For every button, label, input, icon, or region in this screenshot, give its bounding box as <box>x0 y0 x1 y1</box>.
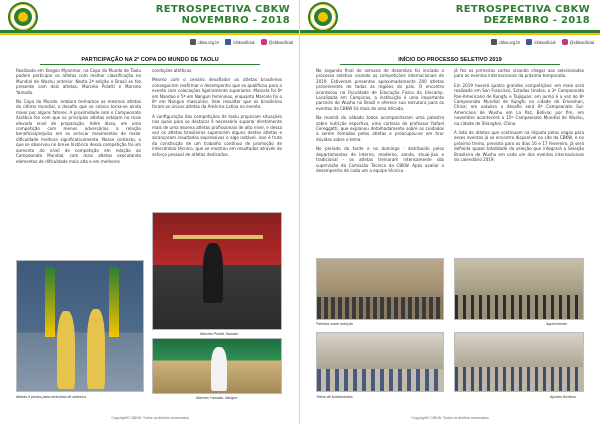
photo-nutrition-lecture <box>316 258 444 320</box>
photo-caption: Treino de fundamentos <box>316 395 353 399</box>
paragraph: Mesmo com o cenário desafiador os atletas brasileiros conseguiram reafirmar o desempenho que os qualificou para o evento com colocações ligeiramente superiores. Marcela foi 6ª em Nandao e 5ª em Nangun femininos, enquanto Marcelo foi o 8º em Nangun masculino. Vale ressaltar que os brasileiros foram os únicos atletas da América Latina no evento. <box>152 77 282 110</box>
paragraph: condições atléticas. <box>152 68 193 73</box>
article-column-1 <box>16 68 141 168</box>
photo-caption: Atletas e postes para cerimônia de abertura <box>16 395 86 399</box>
instagram-icon <box>261 39 267 45</box>
photo-marcelo-nangun <box>152 338 282 394</box>
footer-copyright: Copyright© CBKW. Todos os direitos reservados <box>111 416 189 420</box>
article-column-1 <box>316 68 444 177</box>
header-title: RETROSPECTIVA CBKW <box>455 4 590 15</box>
photo-caption: Marcelo Yamada, Nangun <box>196 396 238 400</box>
cbkw-logo <box>8 2 38 32</box>
footer-copyright: Copyright© CBKW. Todos os direitos reservados <box>411 416 489 420</box>
facebook-icon <box>526 39 532 45</box>
facebook-link[interactable]: /cbkwoficial <box>225 39 254 45</box>
page-december <box>300 0 600 424</box>
photo-caption: Aquecimento <box>546 322 567 326</box>
paragraph: No período da tarde e no domingo - distribuído pelos departamentos de interno, moderno, sanda, shuai-jiao e tradicional - os atletas treinaram intensamente sob supervisão da Comissão Técnica da CBKW. Após avaliar o desempenho de cada um a equipe técnica <box>316 146 444 173</box>
photo-athletes-ceremony <box>16 260 144 392</box>
paragraph: já fez os primeiros cortes visando chegar aos selecionados para os eventos internacionais da próxima temporada. <box>454 68 584 79</box>
paragraph: No segundo final de semana de dezembro foi iniciado o processo seletivo visando as competições internacionais de 2019. Estiveram presentes aproximadamente 200 atletas provenientes de todas as regiões do país. O encontro aconteceu na Faculdade de Educação Física da Unicamp. Localizada em Campinas, a instituição é uma importante parceira do Wushu no Brasil e oferece sua estrutura para os eventos da CBKW há mais de uma década. <box>316 68 444 111</box>
header-stripe-yellow <box>300 33 600 35</box>
photo-marcela-nandao <box>152 212 282 330</box>
photo-caption: Ajustes técnicos <box>550 395 576 399</box>
paragraph: Realizada em Yangon Myanmar, na Copa do Mundo de Taolu podem participar os atletas com melhor classificação no Mundial de Wushu anterior. Nesta 2ª edição o Brasil se fez presente com dois atletas, Marcela Polatti e Marcelo Yamada. <box>16 68 141 95</box>
social-links <box>190 37 293 47</box>
facebook-link[interactable]: /cbkwoficial <box>526 39 555 45</box>
paragraph: A configuração das competições de taolu propiciam situações nas quais para se destacar é necessário superar diretamente mais de uma dezena atletas profissionais de alto nível, e dessa vez os atletas brasileiros superaram alguns destes atletas e alcançaram resultados expressivos e algo notável. Isso é fruto da construção de um trabalho contínuo de promoção de intercâmbio técnico, que se mostrou em resultados através do esforço pessoal de atletas dedicados. <box>152 113 282 157</box>
article-column-2 <box>454 68 584 167</box>
photo-fundamentals-training <box>316 332 444 392</box>
facebook-icon <box>225 39 231 45</box>
instagram-link[interactable]: @cbkwoficial <box>562 39 595 45</box>
photo-caption: Marcela Polatti, Nandao <box>200 332 239 336</box>
photo-warmup <box>454 258 584 320</box>
header-stripe-yellow <box>0 33 300 35</box>
paragraph: Em 2019 haverá quatro grandes competições: em maio será realizado em San Francisco, Estados Unidos, o 3º Campeonato Pan-Americano de Kungfu e Taijiquan; em junho é a vez do 8º Campeonato Mundial de Kungfu no cidade de Emeishan, China; em outubro o desafio será 8º Campeonato Sul-Americano de Wushu em La Paz, Bolívia; por fim, em novembro acontecerá o 15º Campeonato Mundial de Wushu, na cidade de Shanghai, China. <box>454 82 584 126</box>
paragraph: A lista de atletas que continuam na disputa pelas vagas para esses eventos já se encontra disponível no site da CBKW, e no próximo treino, previsto para os dias 16 e 17 fevereiro, já será definida quase totalidade do seleção que integrará a Seleção Brasileira de Wushu em cada um dos eventos internacionais do calendário 2019. <box>454 130 584 163</box>
header-title: RETROSPECTIVA CBKW <box>155 4 290 15</box>
header-month: DEZEMBRO - 2018 <box>483 15 590 26</box>
site-link[interactable]: cbkw.org.br <box>491 39 520 45</box>
photo-caption: Palestra sobre nutrição <box>316 322 353 326</box>
section-title: INÍCIO DO PROCESSO SELETIVO 2019 <box>300 57 600 63</box>
header-month: NOVEMBRO - 2018 <box>181 15 290 26</box>
social-links <box>491 37 594 47</box>
globe-icon <box>491 39 497 45</box>
instagram-link[interactable]: @cbkwoficial <box>261 39 294 45</box>
cbkw-logo <box>308 2 338 32</box>
paragraph: Na manhã do sábado todos acompanharam uma palestra sobre nutrição esportiva, uma cortesia do professor Rafael Cereggatti, que explanou detalhadamente sobre os cuidados a serem tomados pelos atletas e preocupou-se em tirar dúvidas sobre o tema. <box>316 115 444 142</box>
photo-technical-adjustments <box>454 332 584 392</box>
section-title: PARTICIPAÇÃO NA 2ª COPA DO MUNDO DE TAOLU <box>0 57 300 63</box>
globe-icon <box>190 39 196 45</box>
paragraph: Na Copa do Mundo, embora tenhamos os mesmos atletas do último mundial, o desafio que se coloca torna-se ainda maior por alguns fatores. A proximidade com o Campeonato Asiático fez com que os principais atletas estejam no mais elevado nível de preparação. Além disso, em uma competição com menos adversários a relação benefício/prejuízo em se arriscar movimentos de maior dificuldade melhora significativamente. Nesse contexto, o que se observou no breve histórico dessa competição foi um aumento do nível de competição em relação ao Campeonato Mundial, com mais atletas executando elementos de dificuldade mais alta e em melhores <box>16 99 141 164</box>
article-column-2 <box>152 68 282 161</box>
instagram-icon <box>562 39 568 45</box>
site-link[interactable]: cbkw.org.br <box>190 39 219 45</box>
